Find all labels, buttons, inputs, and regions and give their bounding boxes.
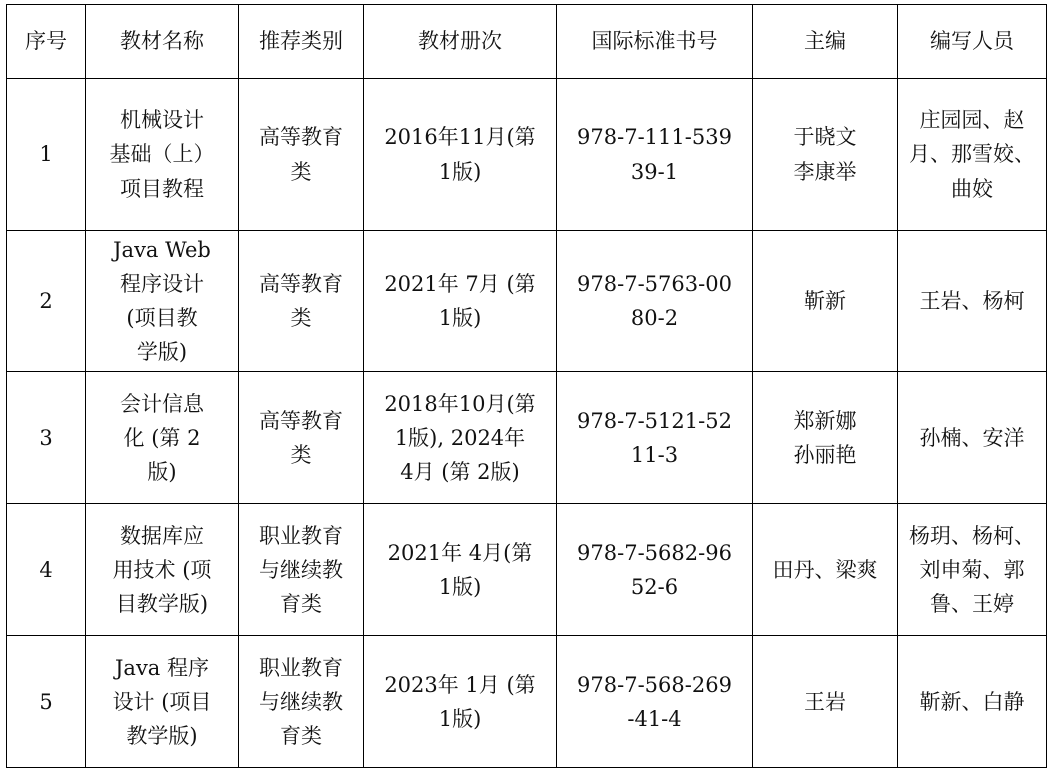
cell-editor: 靳新 <box>753 231 898 372</box>
cell-edition: 2018年10月(第 1版), 2024年 4月 (第 2版) <box>364 372 557 504</box>
cell-no: 1 <box>7 79 86 231</box>
cell-category: 职业教育 与继续教 育类 <box>239 636 364 768</box>
cell-name: Java 程序 设计 (项目 教学版) <box>86 636 239 768</box>
cell-authors: 靳新、白静 <box>898 636 1047 768</box>
header-cell-editor: 主编 <box>753 5 898 79</box>
cell-editor: 田丹、梁爽 <box>753 504 898 636</box>
table-row <box>7 231 1047 372</box>
cell-edition: 2023年 1月 (第 1版) <box>364 636 557 768</box>
cell-edition: 2016年11月(第 1版) <box>364 79 557 231</box>
header-cell-edition: 教材册次 <box>364 5 557 79</box>
cell-editor: 王岩 <box>753 636 898 768</box>
table-row <box>7 504 1047 636</box>
table-row <box>7 372 1047 504</box>
cell-name: 数据库应 用技术 (项 目教学版) <box>86 504 239 636</box>
table-header-row <box>7 5 1047 79</box>
cell-isbn: 978-7-5763-00 80-2 <box>557 231 753 372</box>
cell-authors: 孙楠、安洋 <box>898 372 1047 504</box>
cell-authors: 王岩、杨柯 <box>898 231 1047 372</box>
cell-editor: 于晓文 李康举 <box>753 79 898 231</box>
cell-editor: 郑新娜 孙丽艳 <box>753 372 898 504</box>
header-cell-no: 序号 <box>7 5 86 79</box>
header-cell-category: 推荐类别 <box>239 5 364 79</box>
cell-no: 2 <box>7 231 86 372</box>
table-row <box>7 636 1047 768</box>
cell-edition: 2021年 7月 (第 1版) <box>364 231 557 372</box>
cell-name: Java Web 程序设计 (项目教 学版) <box>86 231 239 372</box>
header-cell-name: 教材名称 <box>86 5 239 79</box>
header-cell-authors: 编写人员 <box>898 5 1047 79</box>
cell-category: 高等教育 类 <box>239 372 364 504</box>
cell-isbn: 978-7-111-539 39-1 <box>557 79 753 231</box>
cell-edition: 2021年 4月(第 1版) <box>364 504 557 636</box>
cell-name: 会计信息 化 (第 2 版) <box>86 372 239 504</box>
cell-category: 高等教育 类 <box>239 231 364 372</box>
cell-no: 4 <box>7 504 86 636</box>
cell-no: 3 <box>7 372 86 504</box>
cell-isbn: 978-7-568-269 -41-4 <box>557 636 753 768</box>
cell-name: 机械设计 基础（上） 项目教程 <box>86 79 239 231</box>
textbook-table <box>6 4 1047 768</box>
cell-authors: 杨玥、杨柯、 刘申菊、郭 鲁、王婷 <box>898 504 1047 636</box>
cell-category: 职业教育 与继续教 育类 <box>239 504 364 636</box>
cell-category: 高等教育 类 <box>239 79 364 231</box>
header-cell-isbn: 国际标准书号 <box>557 5 753 79</box>
cell-isbn: 978-7-5682-96 52-6 <box>557 504 753 636</box>
cell-isbn: 978-7-5121-52 11-3 <box>557 372 753 504</box>
cell-authors: 庄园园、赵 月、那雪姣、 曲姣 <box>898 79 1047 231</box>
table-row <box>7 79 1047 231</box>
cell-no: 5 <box>7 636 86 768</box>
